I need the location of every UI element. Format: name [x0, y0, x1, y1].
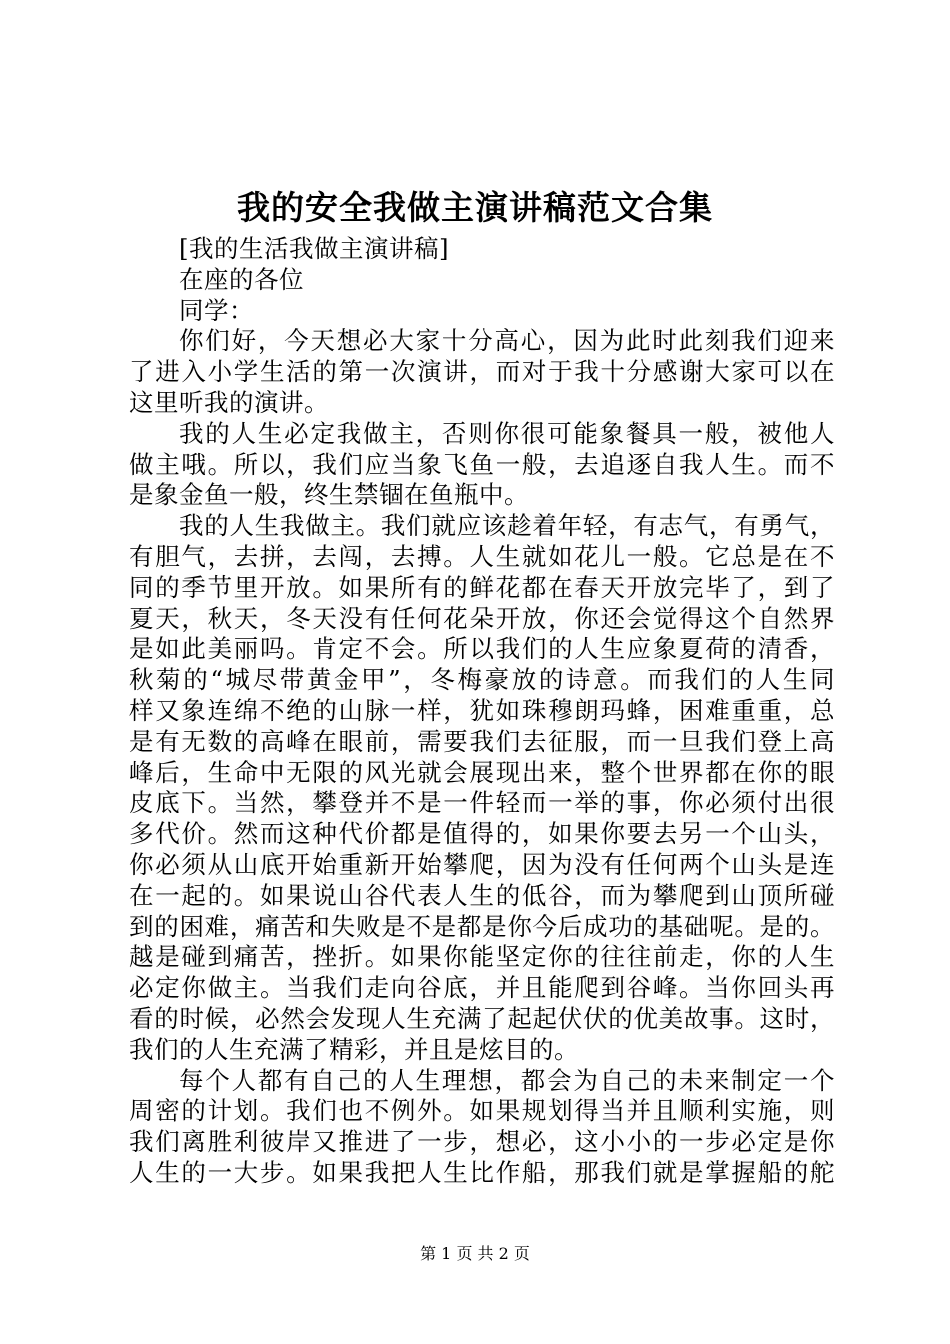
text-line: 我的人生必定我做主，否则你很可能象餐具一般，被他人 [179, 418, 835, 448]
text-line: 这里听我的演讲。 [129, 387, 329, 417]
text-line: 必定你做主。当我们走向谷底，并且能爬到谷峰。当你回头再 [129, 973, 835, 1003]
text-line: 在座的各位 [179, 264, 304, 294]
page-footer: 第 1 页 共 2 页 [420, 1244, 530, 1263]
text-line: 夏天，秋天，冬天没有任何花朵开放，你还会觉得这个自然界 [129, 603, 835, 633]
text-line: 是如此美丽吗。肯定不会。所以我们的人生应象夏荷的清香， [129, 634, 835, 664]
text-line: 你们好，今天想必大家十分高心，因为此时此刻我们迎来 [179, 326, 835, 356]
text-line: 你必须从山底开始重新开始攀爬，因为没有任何两个山头是连 [129, 849, 835, 879]
text-line: 同学： [179, 295, 254, 325]
text-line: 到的困难，痛苦和失败是不是都是你今后成功的基础呢。是的。 [129, 911, 835, 941]
text-line: 了进入小学生活的第一次演讲，而对于我十分感谢大家可以在 [129, 357, 835, 387]
text-line: 我们的人生充满了精彩，并且是炫目的。 [129, 1034, 579, 1064]
document-body [129, 234, 835, 1189]
text-line: 看的时候，必然会发现人生充满了起起伏伏的优美故事。这时， [129, 1003, 835, 1033]
text-line: 同的季节里开放。如果所有的鲜花都在春天开放完毕了，到了 [129, 572, 835, 602]
text-line: 峰后，生命中无限的风光就会展现出来，整个世界都在你的眼 [129, 757, 835, 787]
text-line: 皮底下。当然，攀登并不是一件轻而一举的事，你必须付出很 [129, 788, 835, 818]
text-line: 有胆气，去拼，去闯，去搏。人生就如花儿一般。它总是在不 [129, 541, 835, 571]
text-line: 样又象连绵不绝的山脉一样，犹如珠穆朗玛蜂，困难重重，总 [129, 695, 835, 725]
text-line: 我的人生我做主。我们就应该趁着年轻，有志气，有勇气， [179, 511, 835, 541]
text-line: 人生的一大步。如果我把人生比作船，那我们就是掌握船的舵 [129, 1157, 835, 1187]
text-line: 我们离胜利彼岸又推进了一步，想必，这小小的一步必定是你 [129, 1127, 835, 1157]
text-line: [我的生活我做主演讲稿] [179, 234, 450, 263]
text-line: 多代价。然而这种代价都是值得的，如果你要去另一个山头， [129, 819, 835, 849]
text-line: 做主哦。所以，我们应当象飞鱼一般，去追逐自我人生。而不 [129, 449, 835, 479]
text-line: 越是碰到痛苦，挫折。如果你能坚定你的往往前走，你的人生 [129, 942, 835, 972]
text-line: 是象金鱼一般，终生禁锢在鱼瓶中。 [129, 480, 529, 510]
text-line: 是有无数的高峰在眼前，需要我们去征服，而一旦我们登上高 [129, 726, 835, 756]
text-line: 在一起的。如果说山谷代表人生的低谷，而为攀爬到山顶所碰 [129, 880, 835, 910]
document-title: 我的安全我做主演讲稿范文合集 [237, 188, 713, 227]
text-line: 秋菊的“城尽带黄金甲”，冬梅豪放的诗意。而我们的人生同 [129, 665, 835, 695]
text-line: 每个人都有自己的人生理想，都会为自己的未来制定一个 [179, 1065, 835, 1095]
text-line: 周密的计划。我们也不例外。如果规划得当并且顺利实施，则 [129, 1096, 835, 1126]
